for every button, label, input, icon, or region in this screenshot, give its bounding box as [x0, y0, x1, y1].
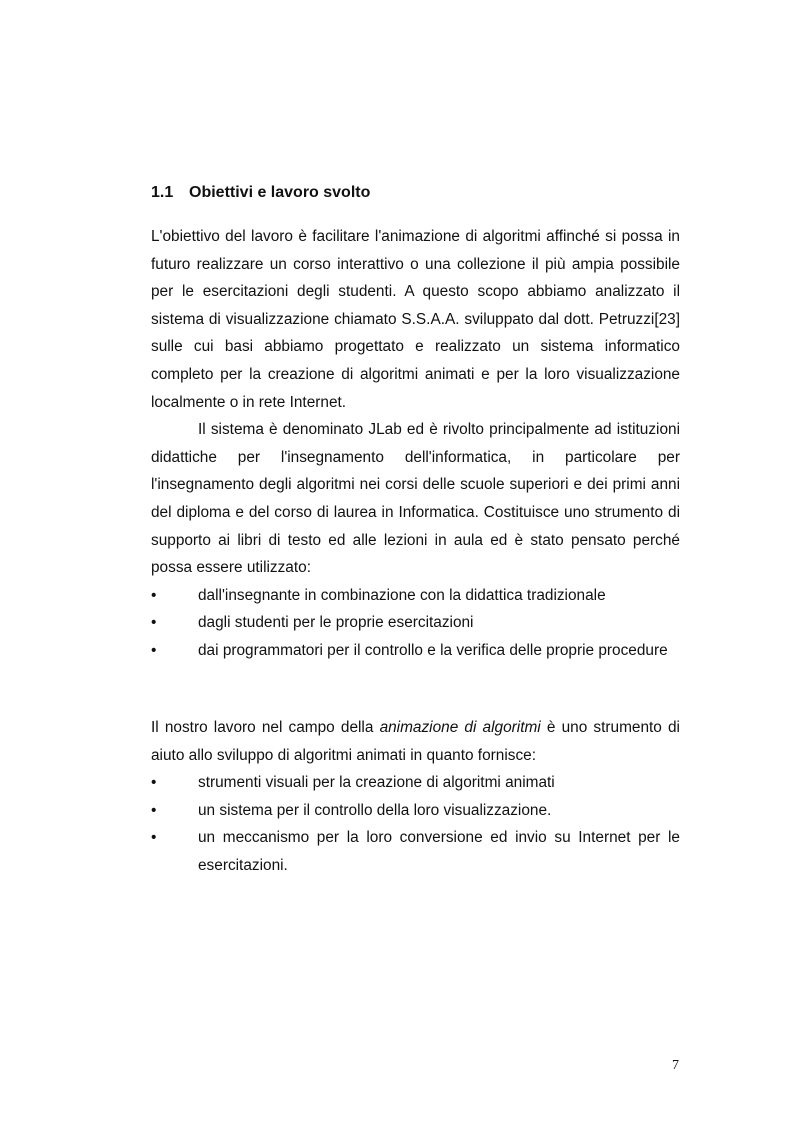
body-text-block-1 — [151, 223, 680, 665]
list-item — [151, 824, 680, 879]
bullet-icon: • — [151, 614, 157, 632]
page-number: 7 — [672, 1058, 679, 1073]
list-item-text: dai programmatori per il controllo e la verifica delle proprie procedure — [198, 641, 668, 659]
section-title: Obiettivi e lavoro svolto — [189, 184, 371, 201]
list-item-text: dall'insegnante in combinazione con la didattica tradizionale — [198, 586, 606, 604]
paragraph-objective: L'obiettivo del lavoro è facilitare l'animazione di algoritmi affinché si possa in futuro realizzare un corso interattivo o una collezione il più ampia possibile per le esercitazioni degli studenti. A questo scopo abbiamo analizzato il sistema di visualizzazione chiamato S.S.A.A. sviluppato dal dott. Petruzzi[23] sulle cui basi abbiamo progettato e realizzato un sistema informatico completo per la creazione di algoritmi animati e per la loro visualizzazione localmente o in rete Internet. — [151, 228, 680, 411]
bullet-icon: • — [151, 586, 157, 604]
emphasis-animation-term: animazione di algoritmi — [379, 719, 541, 736]
bullet-icon: • — [151, 801, 157, 819]
section-heading — [151, 184, 370, 202]
list-item — [151, 797, 680, 825]
list-item — [151, 769, 680, 797]
section-number: 1.1 — [151, 184, 174, 201]
bullet-icon: • — [151, 774, 157, 792]
paragraph-contribution-start: Il nostro lavoro nel campo della — [151, 719, 380, 736]
list-item — [151, 637, 680, 665]
usage-list — [151, 582, 680, 665]
list-item-text: un sistema per il controllo della loro visualizzazione. — [198, 801, 552, 819]
paragraph-jlab: Il sistema è denominato JLab ed è rivolto principalmente ad istituzioni didattiche per l'insegnamento dell'informatica, in particolare per l'insegnamento degli algoritmi nei corsi delle scuole superiori e dei primi anni del diploma e del corso di laurea in Informatica. Costituisce uno strumento di supporto ai libri di testo ed alle lezioni in aula ed è stato pensato perché possa essere utilizzato: — [151, 421, 680, 577]
paragraph-contribution-end: è uno strumento di aiuto allo sviluppo di algoritmi animati in quanto fornisce: — [151, 719, 680, 764]
paragraph-contribution — [151, 714, 680, 769]
list-item — [151, 609, 680, 637]
features-list — [151, 769, 680, 879]
list-item-text: dagli studenti per le proprie esercitazioni — [198, 614, 474, 632]
body-text-block-2 — [151, 714, 680, 880]
bullet-icon: • — [151, 829, 157, 847]
list-item — [151, 582, 680, 610]
list-item-text: strumenti visuali per la creazione di algoritmi animati — [198, 774, 555, 792]
list-item-text: un meccanismo per la loro conversione ed invio su Internet per le esercitazioni. — [198, 829, 680, 874]
bullet-icon: • — [151, 641, 157, 659]
